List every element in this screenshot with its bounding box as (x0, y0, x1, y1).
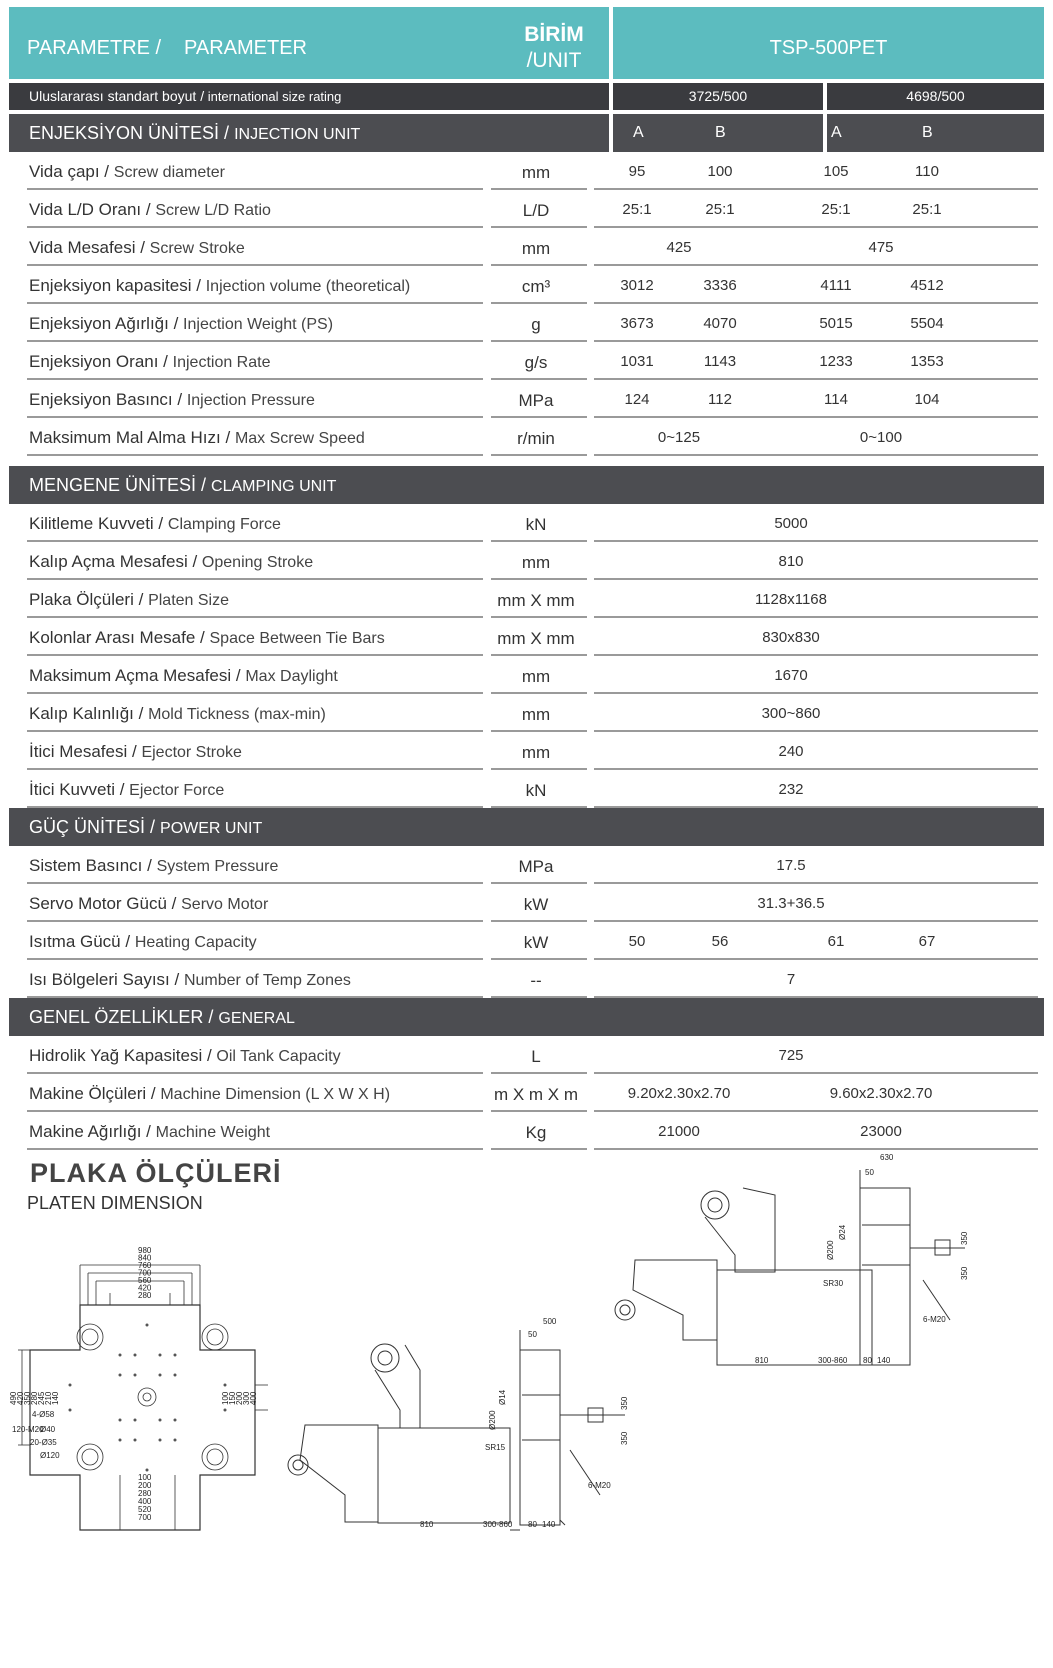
injection-rows (9, 152, 1044, 456)
section-title-en: POWER UNIT (160, 820, 263, 837)
dimension-label: 350 (620, 1396, 629, 1410)
dimension-label: 350 (960, 1231, 969, 1245)
row-unit: m X m X m (493, 1085, 579, 1104)
row-value: 0~125 (657, 429, 701, 446)
row-label-tr: Makine Ölçüleri / (29, 1084, 156, 1103)
row-unit: kN (525, 781, 547, 800)
section-title (29, 998, 295, 1038)
dimension-label: Ø120 (40, 1451, 60, 1460)
row-unit: -- (530, 971, 542, 990)
row-label-tr: Servo Motor Gücü / (29, 894, 177, 913)
spec-row (9, 380, 1044, 418)
row-label-en: Ejector Stroke (141, 744, 242, 761)
row-value: 21000 (658, 1123, 700, 1140)
row-value: 100 (707, 163, 733, 180)
spec-row (9, 418, 1044, 456)
row-unit: mm X mm (497, 591, 575, 610)
row-label (29, 352, 270, 372)
separator (823, 114, 827, 152)
section-title-tr: GENEL ÖZELLİKLER / (29, 1007, 214, 1027)
row-value: 61 (827, 933, 845, 950)
row-value: 300~860 (761, 705, 821, 722)
dimension-label: 840 (138, 1253, 152, 1263)
spec-row (9, 732, 1044, 770)
spec-row (9, 1112, 1044, 1150)
dimension-label: 100 (138, 1473, 152, 1482)
row-value: 1670 (774, 667, 808, 684)
row-value: 17.5 (776, 857, 806, 874)
row-label (29, 666, 338, 686)
row-label-tr: Enjeksiyon Ağırlığı / (29, 314, 179, 333)
row-unit: kN (525, 515, 547, 534)
parameter-tr: PARAMETRE / (27, 37, 162, 59)
row-label-tr: Enjeksiyon Basıncı / (29, 390, 183, 409)
spec-row (9, 1074, 1044, 1112)
row-unit: MPa (518, 857, 554, 876)
col-header-a1: A (633, 124, 644, 141)
spec-row (9, 342, 1044, 380)
dimension-label: 420 (16, 1391, 25, 1405)
dimension-label: 140 (877, 1356, 891, 1365)
clamping-rows (9, 504, 1044, 808)
row-unit: mm (521, 667, 551, 686)
row-value: 67 (918, 933, 936, 950)
row-value: 1031 (620, 353, 654, 370)
row-divider (491, 1148, 587, 1150)
row-label-tr: Enjeksiyon Oranı / (29, 352, 168, 371)
top-dimension-labels (138, 1246, 152, 1300)
row-label (29, 1084, 390, 1104)
row-unit: kW (523, 895, 549, 914)
row-unit: Kg (525, 1123, 547, 1142)
row-value: 9.60x2.30x2.70 (829, 1085, 933, 1102)
row-label-tr: Kolonlar Arası Mesafe / (29, 628, 205, 647)
row-value: 240 (778, 743, 804, 760)
rating-model-1: 3725/500 (613, 83, 823, 110)
spec-row (9, 694, 1044, 732)
dimension-label: 760 (138, 1261, 152, 1270)
row-label (29, 742, 242, 762)
spec-row (9, 542, 1044, 580)
row-label-tr: İtici Mesafesi / (29, 742, 137, 761)
row-label-tr: İtici Kuvveti / (29, 780, 125, 799)
spec-row (9, 152, 1044, 190)
platen-face-drawing (10, 1245, 280, 1540)
row-unit: mm X mm (497, 629, 575, 648)
section-general (9, 998, 1044, 1036)
unit-header (499, 7, 609, 79)
parameter-en: PARAMETER (184, 37, 307, 59)
dimension-label: Ø24 (838, 1224, 847, 1240)
rating-label-en: international size rating (204, 89, 342, 104)
spec-table (9, 7, 1044, 1150)
rating-row (9, 83, 1044, 110)
row-value: 9.20x2.30x2.70 (627, 1085, 731, 1102)
row-unit: kW (523, 933, 549, 952)
row-label (29, 390, 315, 410)
row-label-en: Platen Size (148, 592, 229, 609)
dimension-label: 420 (138, 1283, 152, 1293)
bottom-dimension-labels (138, 1473, 152, 1522)
row-label (29, 1122, 270, 1142)
model-name: TSP-500PET (769, 37, 888, 59)
row-unit: r/min (517, 429, 555, 448)
row-label-en: System Pressure (156, 858, 279, 875)
row-value: 124 (624, 391, 650, 408)
row-label-en: Injection volume (theoretical) (205, 278, 411, 295)
row-label-en: Machine Dimension (L X W X H) (160, 1086, 391, 1103)
spec-row (9, 504, 1044, 542)
row-label-tr: Isıtma Gücü / (29, 932, 131, 951)
dimension-label: 630 (880, 1153, 894, 1162)
row-label-tr: Maksimum Açma Mesafesi / (29, 666, 241, 685)
row-value: 725 (778, 1047, 804, 1064)
spec-row (9, 846, 1044, 884)
row-divider (27, 454, 483, 456)
drawing2-dimension-labels (755, 1153, 969, 1365)
row-label (29, 590, 229, 610)
dimension-label: 100 (221, 1391, 230, 1405)
spec-row (9, 1036, 1044, 1074)
spec-row (9, 884, 1044, 922)
spec-row (9, 266, 1044, 304)
row-label (29, 628, 385, 648)
row-divider (491, 454, 587, 456)
row-unit: mm (521, 163, 551, 182)
row-divider (594, 454, 1038, 456)
row-label-en: Screw Stroke (149, 240, 245, 257)
row-unit: mm (521, 705, 551, 724)
row-value: 110 (915, 163, 939, 180)
row-value: 25:1 (705, 201, 735, 218)
dimension-label: 200 (138, 1481, 152, 1490)
dimension-label: 520 (138, 1505, 152, 1514)
row-label (29, 514, 281, 534)
row-unit: g (531, 315, 541, 334)
row-label (29, 162, 225, 182)
section-clamping (9, 466, 1044, 504)
spec-row (9, 580, 1044, 618)
section-title (29, 466, 336, 506)
row-value: 5000 (774, 515, 808, 532)
dimension-label: 350 (960, 1266, 969, 1280)
row-label-en: Max Screw Speed (234, 430, 365, 447)
row-value: 425 (666, 239, 692, 256)
row-label-tr: Makine Ağırlığı / (29, 1122, 151, 1141)
row-unit: mm (521, 743, 551, 762)
dimension-label: 810 (420, 1520, 434, 1529)
section-title-en: CLAMPING UNIT (211, 478, 337, 495)
dimension-label: 300 (242, 1391, 251, 1405)
row-value: 232 (778, 781, 804, 798)
row-value: 25:1 (912, 201, 942, 218)
general-rows (9, 1036, 1044, 1150)
col-header-b2: B (922, 124, 933, 141)
dimension-label: 4-Ø58 (32, 1410, 55, 1419)
hole-callouts (12, 1410, 60, 1460)
row-label-tr: Kilitleme Kuvveti / (29, 514, 164, 533)
spec-row (9, 770, 1044, 808)
rating-label-tr: Uluslararası standart boyut / (29, 88, 205, 104)
row-label (29, 932, 257, 952)
col-header-a2: A (831, 124, 842, 141)
row-value: 25:1 (622, 201, 652, 218)
col-header-b1: B (715, 124, 726, 141)
rating-label (9, 83, 609, 110)
spec-row (9, 960, 1044, 998)
separator (609, 114, 613, 152)
row-value: 3012 (620, 277, 654, 294)
row-value: 3673 (620, 315, 654, 332)
row-label-tr: Vida çapı / (29, 162, 110, 181)
dimension-label: 490 (9, 1391, 18, 1405)
row-value: 104 (914, 391, 940, 408)
dimension-label: 810 (755, 1356, 769, 1365)
row-value: 1353 (910, 353, 944, 370)
machine-side-drawing-2 (605, 1150, 1045, 1375)
row-value: 23000 (860, 1123, 902, 1140)
row-label-en: Machine Weight (155, 1124, 271, 1141)
dimension-label: 20-Ø35 (30, 1438, 57, 1447)
row-label-en: Ejector Force (129, 782, 225, 799)
spec-row (9, 922, 1044, 960)
row-unit: L/D (522, 201, 550, 220)
model-header (613, 7, 1044, 79)
dimension-label: 245 (37, 1391, 46, 1405)
dimension-label: 50 (865, 1168, 874, 1177)
dimension-label: 300-860 (818, 1356, 848, 1365)
row-value: 114 (824, 391, 848, 408)
row-value: 56 (711, 933, 729, 950)
row-value: 112 (708, 391, 732, 408)
row-value: 5504 (910, 315, 944, 332)
row-unit: mm (521, 239, 551, 258)
row-label (29, 894, 268, 914)
row-label (29, 780, 224, 800)
spec-row (9, 618, 1044, 656)
dimension-label: 400 (249, 1391, 258, 1405)
right-dimension-labels (221, 1391, 258, 1405)
platen-subtitle: PLATEN DIMENSION (27, 1193, 203, 1213)
row-label-en: Mold Tickness (max-min) (148, 706, 326, 723)
dimension-label: 500 (543, 1317, 557, 1326)
dimension-label: 350 (620, 1431, 629, 1445)
row-value: 810 (778, 553, 804, 570)
row-label-en: Heating Capacity (134, 934, 257, 951)
row-label-en: Space Between Tie Bars (209, 630, 385, 647)
row-value: 4512 (910, 277, 944, 294)
row-value: 105 (823, 163, 849, 180)
dimension-label: 350 (23, 1391, 32, 1405)
row-unit: g/s (524, 353, 548, 372)
row-label-en: Screw L/D Ratio (155, 202, 271, 219)
section-title-tr: ENJEKSİYON ÜNİTESİ / (29, 123, 230, 143)
row-label-en: Injection Rate (172, 354, 271, 371)
row-label (29, 314, 333, 334)
row-label-tr: Isı Bölgeleri Sayısı / (29, 970, 180, 989)
spec-row (9, 656, 1044, 694)
drawing1-dimension-labels (420, 1317, 629, 1529)
dimension-label: 6-M20 (588, 1481, 611, 1490)
row-value: 1128x1168 (754, 591, 827, 608)
row-label-en: Injection Weight (PS) (183, 316, 334, 333)
row-value: 4070 (703, 315, 737, 332)
spec-row (9, 228, 1044, 266)
row-label-en: Screw diameter (113, 164, 225, 181)
row-label-tr: Plaka Ölçüleri / (29, 590, 144, 609)
row-label-tr: Kalıp Kalınlığı / (29, 704, 144, 723)
row-label (29, 276, 410, 296)
power-rows (9, 846, 1044, 998)
row-label (29, 970, 351, 990)
row-label (29, 238, 245, 258)
dimension-label: 210 (44, 1391, 53, 1405)
dimension-label: SR30 (823, 1279, 844, 1288)
row-value: 1143 (703, 353, 737, 370)
dimension-label: 50 (528, 1330, 537, 1339)
table-header (9, 7, 1044, 79)
dimension-label: 150 (228, 1391, 237, 1405)
row-value: 0~100 (859, 429, 903, 446)
machine-side-drawing-1 (270, 1310, 640, 1540)
row-label-en: Number of Temp Zones (183, 972, 351, 989)
dimension-label: 700 (138, 1513, 152, 1522)
row-unit: MPa (518, 391, 554, 410)
row-unit: mm (521, 553, 551, 572)
section-title-en: GENERAL (218, 1010, 295, 1027)
row-value: 95 (628, 163, 646, 180)
row-label-tr: Sistem Basıncı / (29, 856, 152, 875)
dimension-label: Ø200 (826, 1240, 835, 1260)
row-label (29, 1046, 341, 1066)
row-label (29, 552, 313, 572)
row-value: 3336 (703, 277, 737, 294)
section-title (29, 114, 360, 154)
dimension-label: 200 (235, 1391, 244, 1405)
row-label (29, 704, 326, 724)
row-value: 5015 (819, 315, 853, 332)
dimension-label: 140 (51, 1391, 60, 1405)
row-label-en: Clamping Force (167, 516, 281, 533)
row-value: 7 (786, 971, 796, 988)
dimension-label: Ø200 (488, 1410, 497, 1430)
row-label-tr: Vida L/D Oranı / (29, 200, 151, 219)
row-value: 475 (868, 239, 894, 256)
dimension-label: 140 (542, 1520, 556, 1529)
rating-model-2: 4698/500 (827, 83, 1044, 110)
row-unit: L (531, 1047, 541, 1066)
section-power (9, 808, 1044, 846)
row-label-tr: Hidrolik Yağ Kapasitesi / (29, 1046, 212, 1065)
section-injection (9, 114, 1044, 152)
row-label-en: Max Daylight (245, 668, 338, 685)
unit-tr: BİRİM (524, 23, 584, 46)
row-label-en: Injection Pressure (186, 392, 315, 409)
row-divider (27, 1148, 483, 1150)
dimension-label: Ø40 (40, 1425, 56, 1434)
dimension-label: 80 (528, 1520, 537, 1529)
row-value: 50 (628, 933, 646, 950)
dimension-label: SR15 (485, 1443, 506, 1452)
spec-row (9, 304, 1044, 342)
dimension-label: 80 (863, 1356, 872, 1365)
dimension-label: 280 (138, 1291, 152, 1300)
row-label-en: Oil Tank Capacity (216, 1048, 341, 1065)
dimension-label: 300-860 (483, 1520, 513, 1529)
dimension-label: 6-M20 (923, 1315, 946, 1324)
dimension-label: 280 (30, 1391, 39, 1405)
dimension-label: Ø14 (498, 1389, 507, 1405)
row-label-tr: Enjeksiyon kapasitesi / (29, 276, 201, 295)
row-label-tr: Maksimum Mal Alma Hızı / (29, 428, 231, 447)
dimension-label: 400 (138, 1497, 152, 1506)
section-title-tr: GÜÇ ÜNİTESİ / (29, 817, 156, 837)
spec-row (9, 190, 1044, 228)
section-title-tr: MENGENE ÜNİTESİ / (29, 475, 207, 495)
unit-en: /UNIT (526, 49, 582, 72)
dimension-label: 700 (138, 1268, 152, 1278)
row-label (29, 856, 278, 876)
row-value: 4111 (820, 277, 852, 294)
dimension-label: 280 (138, 1489, 152, 1498)
left-dimension-labels (9, 1391, 60, 1405)
dimension-label: 120-M20 (12, 1425, 44, 1434)
dimension-label: 560 (138, 1276, 152, 1285)
row-value: 25:1 (821, 201, 851, 218)
section-title (29, 808, 262, 848)
section-title-en: INJECTION UNIT (234, 126, 361, 143)
row-value: 31.3+36.5 (757, 895, 825, 912)
row-label-en: Servo Motor (181, 896, 269, 913)
row-label-en: Opening Stroke (201, 554, 314, 571)
row-label (29, 428, 365, 448)
platen-title: PLAKA ÖLÇÜLERİ (30, 1158, 282, 1188)
row-value: 1233 (819, 353, 853, 370)
row-value: 830x830 (762, 629, 820, 646)
dimension-label: 980 (138, 1246, 152, 1255)
row-label-tr: Vida Mesafesi / (29, 238, 145, 257)
row-label (29, 200, 271, 220)
row-unit: cm³ (521, 277, 551, 296)
row-label-tr: Kalıp Açma Mesafesi / (29, 552, 198, 571)
